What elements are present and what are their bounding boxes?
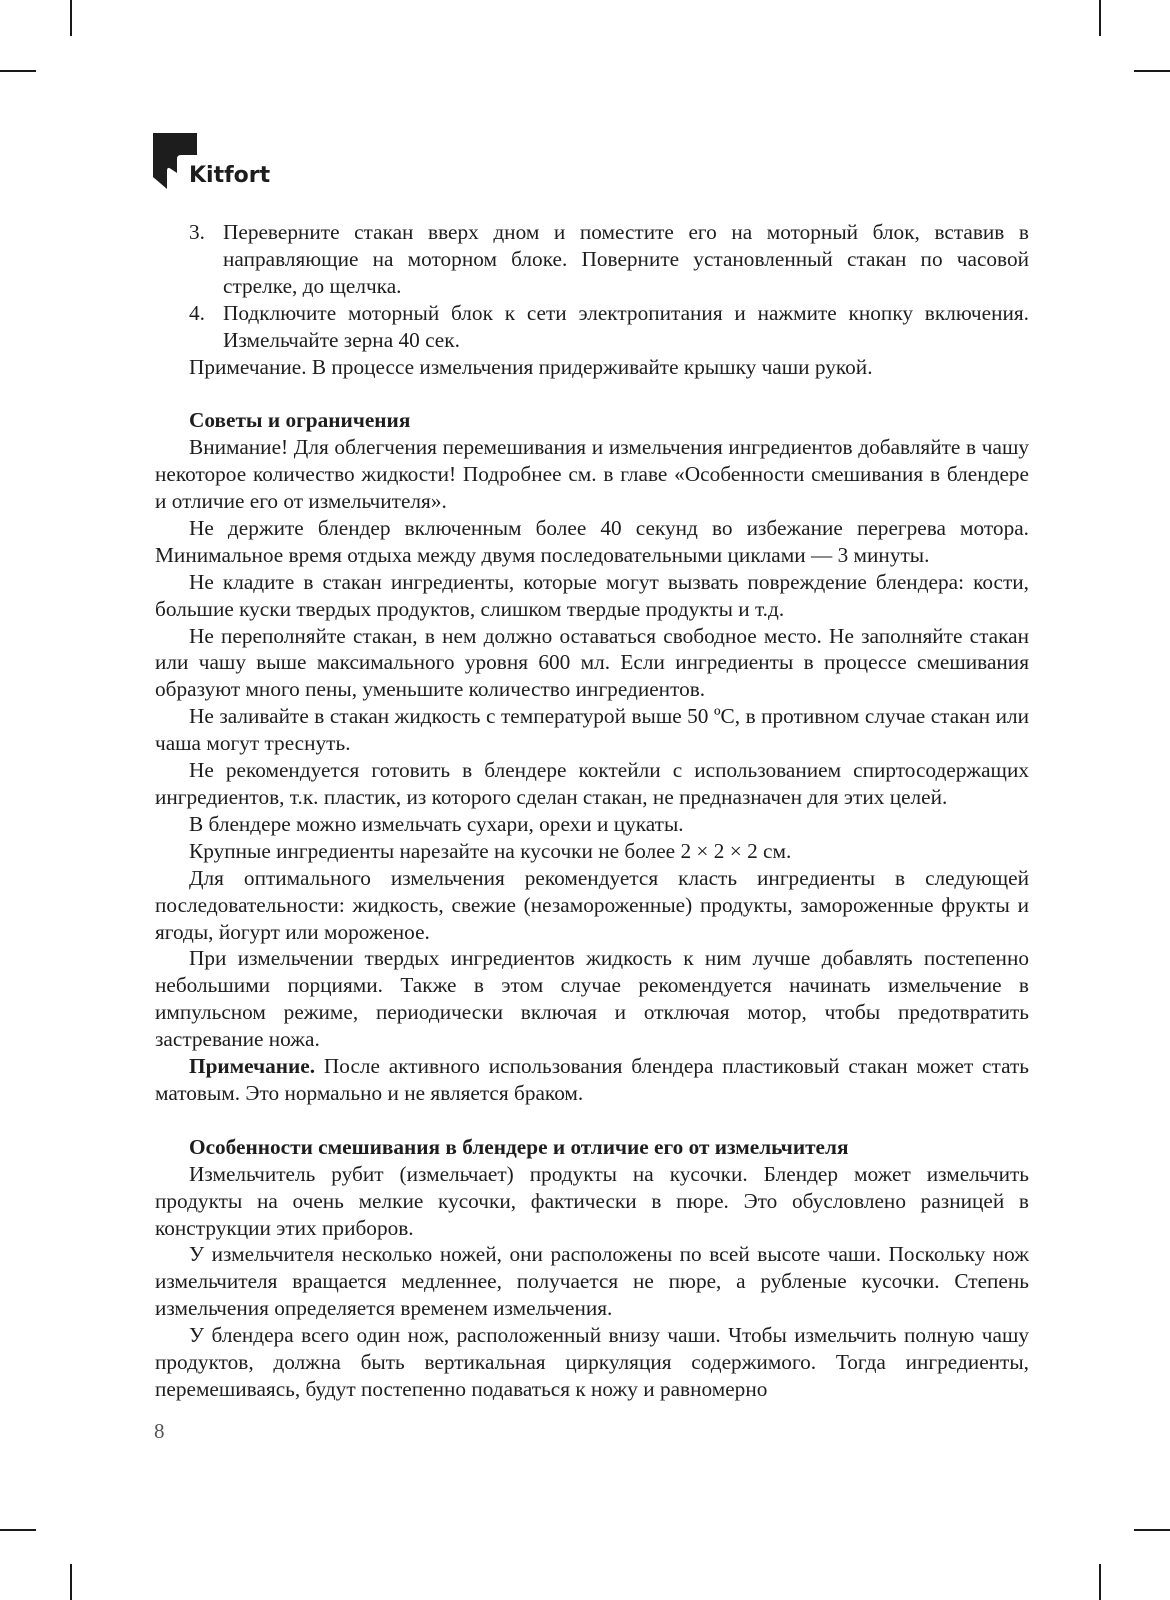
brand-name: Kitfort xyxy=(189,163,271,188)
page-number: 8 xyxy=(154,1419,165,1443)
section-heading-differences: Особенности смешивания в блендере и отличие его от измельчителя xyxy=(189,1134,849,1159)
crop-mark xyxy=(1099,0,1101,36)
manual-page-content xyxy=(155,219,1029,1403)
paragraph: Для оптимального измельчения рекомендуется класть ингредиенты в следующей последовательности: жидкость, свежие (незамороженные) продукты, замороженные фрукты и ягоды, йогурт или мороженое. xyxy=(155,865,1029,944)
paragraph: Не рекомендуется готовить в блендере коктейли с использованием спиртосодержащих ингредиентов, т.к. пластик, из которого сделан стакан, не предназначен для этих целей. xyxy=(155,758,1029,810)
step-number: 3. xyxy=(189,220,205,244)
paragraph: Не переполняйте стакан, в нем должно оставаться свободное место. Не заполняйте стакан или чашу выше максимального уровня 600 мл. Если ингредиенты в процессе смешивания образуют много пены, уменьшите количество ингредиентов. xyxy=(155,623,1029,702)
crop-mark xyxy=(0,70,36,72)
step-number: 4. xyxy=(189,300,205,325)
list-item xyxy=(155,300,1029,354)
paragraph: При измельчении твердых ингредиентов жидкость к ним лучше добавлять постепенно небольшими порциями. Также в этом случае рекомендуется начинать измельчение в импульсном режиме, периодически включая и отключая мотор, чтобы предотвратить застревание ножа. xyxy=(155,946,1029,1052)
paragraph: У блендера всего один нож, расположенный внизу чаши. Чтобы измельчить полную чашу продуктов, должна быть вертикальная циркуляция содержимого. Тогда ингредиенты, перемешиваясь, будут постепенно подаваться к ножу и равномерно xyxy=(155,1323,1029,1401)
step-text: Подключите моторный блок к сети электропитания и нажмите кнопку включения. Измельчайте зерна 40 сек. xyxy=(223,300,1029,352)
note-paragraph xyxy=(155,1053,1029,1107)
section-heading-tips: Советы и ограничения xyxy=(189,408,411,433)
paragraph: Не кладите в стакан ингредиенты, которые могут вызвать повреждение блендера: кости, большие куски твердых продуктов, слишком твердые продукты и т.д. xyxy=(155,569,1029,621)
steps-list xyxy=(155,219,1029,354)
paragraph: У измельчителя несколько ножей, они расположены по всей высоте чаши. Поскольку нож измельчителя вращается медленнее, получается не пюре, а рубленые кусочки. Степень измельчения определяется временем измельчения. xyxy=(155,1242,1029,1321)
paragraph: Измельчитель рубит (измельчает) продукты на кусочки. Блендер может измельчить продукты на очень мелкие кусочки, фактически в пюре. Это обусловлено разницей в конструкции этих приборов. xyxy=(155,1161,1029,1240)
paragraph: В блендере можно измельчать сухари, орехи и цукаты. xyxy=(189,811,684,836)
brand-logo xyxy=(153,133,293,193)
paragraph: Крупные ингредиенты нарезайте на кусочки не более 2 × 2 × 2 см. xyxy=(189,838,792,863)
paragraph: Не держите блендер включенным более 40 секунд во избежание перегрева мотора. Минимальное время отдыха между двумя последовательными циклами — 3 минуты. xyxy=(155,515,1029,567)
paragraph: Не заливайте в стакан жидкость с температурой выше 50 ºС, в противном случае стакан или чаша могут треснуть. xyxy=(155,704,1029,756)
step-text: Переверните стакан вверх дном и поместите его на моторный блок, вставив в направляющие на моторном блоке. Поверните установленный стакан по часовой стрелке, до щелчка. xyxy=(223,220,1029,298)
crop-mark xyxy=(70,0,72,36)
crop-mark xyxy=(1134,70,1170,72)
note-label: Примечание. xyxy=(189,1054,316,1079)
steps-note: Примечание. В процессе измельчения придерживайте крышку чаши рукой. xyxy=(189,354,873,379)
list-item xyxy=(155,219,1029,300)
crop-mark xyxy=(0,1529,36,1531)
crop-mark xyxy=(1134,1529,1170,1531)
crop-mark xyxy=(70,1564,72,1600)
note-text: После активного использования блендера пластиковый стакан может стать матовым. Это нормально и не является браком. xyxy=(155,1054,1029,1105)
crop-mark xyxy=(1099,1564,1101,1600)
paragraph: Внимание! Для облегчения перемешивания и измельчения ингредиентов добавляйте в чашу некоторое количество жидкости! Подробнее см. в главе «Особенности смешивания в блендере и отличие его от измельчителя». xyxy=(155,435,1029,514)
